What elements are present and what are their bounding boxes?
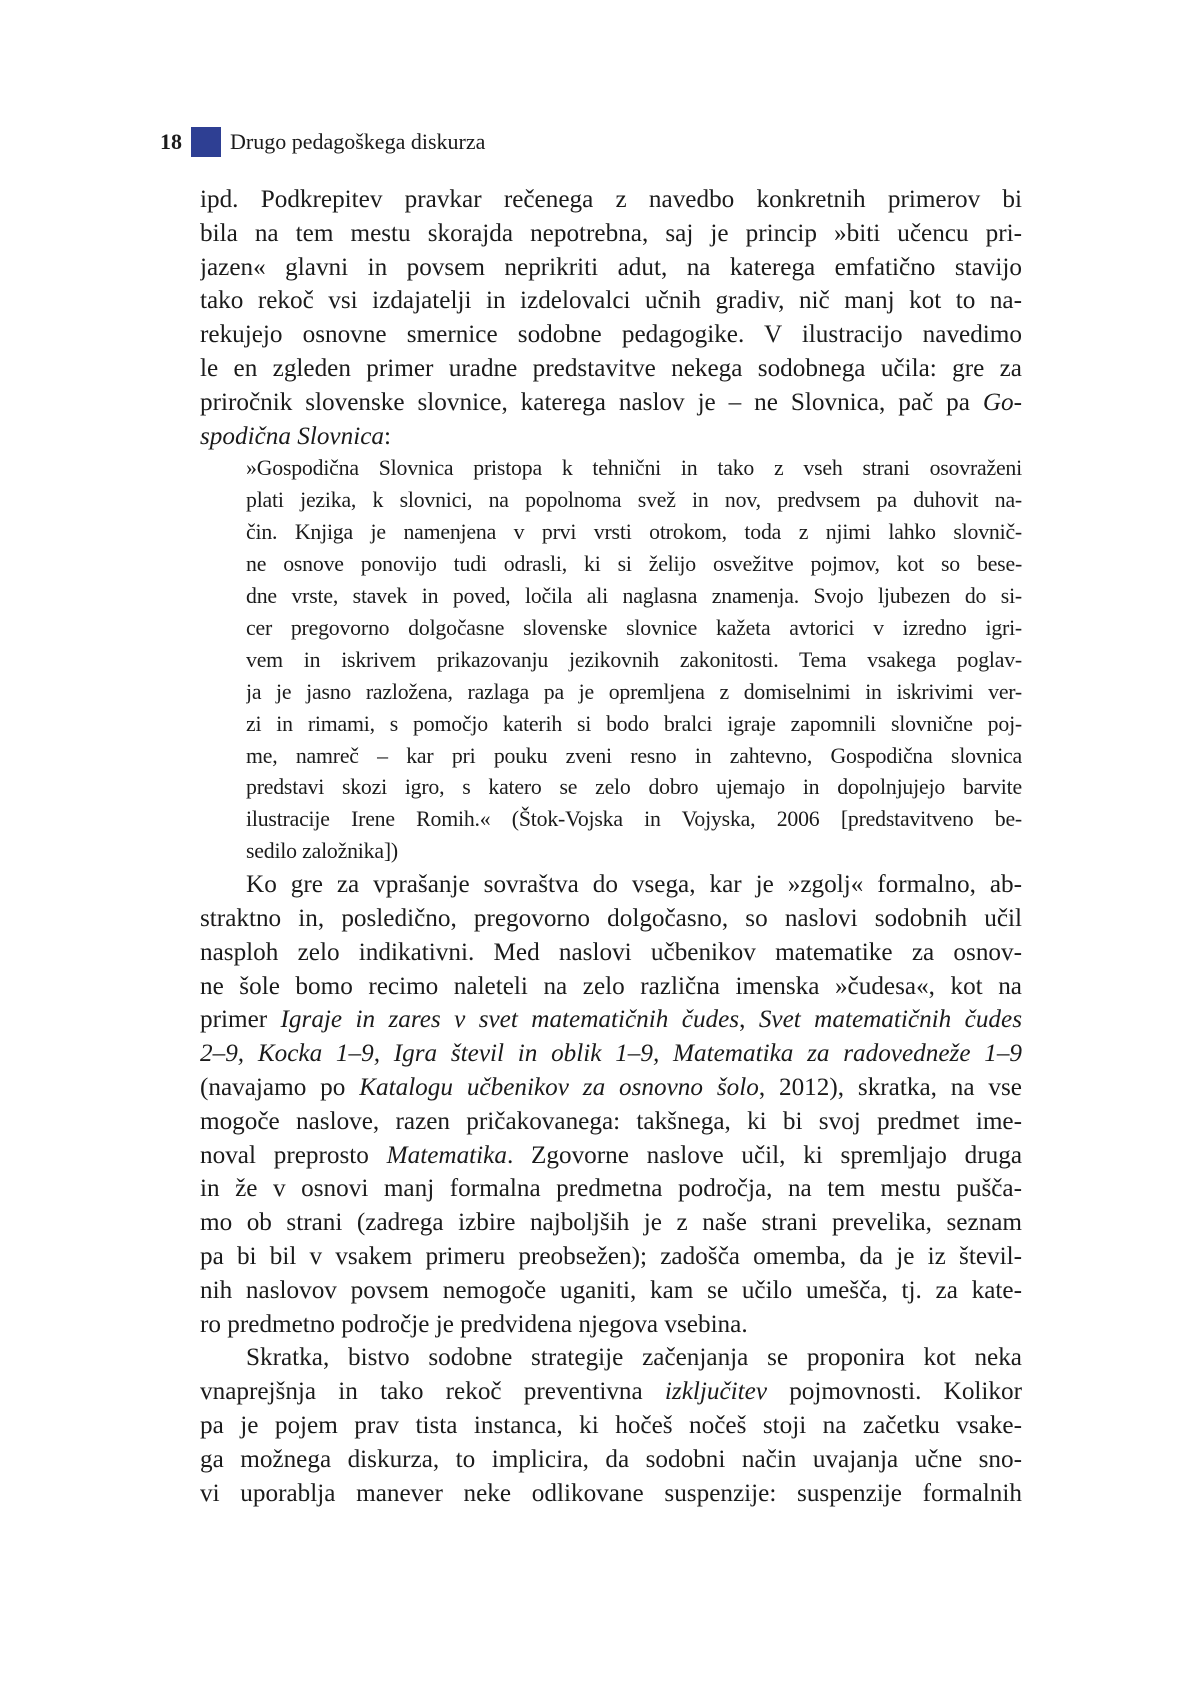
text-line: straktno in, posledično, pregovorno dolgočasno, so naslovi sodobnih učil <box>200 904 1022 932</box>
text-line: mo ob strani (zadrega izbire najboljših je z naše strani prevelika, seznam <box>200 1209 1022 1237</box>
italic-title: spodična Slovnica <box>200 422 384 450</box>
text-run: priročnik slovenske slovnice, katerega naslov je – ne Slovnica, pač pa <box>200 388 983 416</box>
text-line: ro predmetno področje je predvidena njegova vsebina. <box>200 1310 748 1338</box>
quote-line: plati jezika, k slovnici, na popolnoma svež in nov, predvsem pa duhovit na- <box>246 488 1022 513</box>
quote-line: cer pregovorno dolgočasne slovenske slovnice kažeta avtorici v izredno igri- <box>246 615 1022 640</box>
text-run: , <box>237 1040 258 1068</box>
quote-line: »Gospodična Slovnica pristopa k tehnični in tako z vseh strani osovraženi <box>246 456 1022 481</box>
text-line: rekujejo osnovne smernice sodobne pedagogike. V ilustracijo navedimo <box>200 321 1022 349</box>
paragraph-1 <box>200 183 1022 453</box>
quote-line: me, namreč – kar pri pouku zveni resno in zahtevno, Gospodična slovnica <box>246 743 1022 768</box>
italic-title: Go- <box>982 388 1022 416</box>
paragraph-2 <box>200 868 1022 1341</box>
quote-line: ja je jasno razložena, razlaga pa je opremljena z domiselnimi in iskrivimi ver- <box>246 679 1022 704</box>
text-line: vi uporablja manever neke odlikovane suspenzije: suspenzije formalnih <box>200 1479 1022 1507</box>
text-line: le en zgleden primer uradne predstavitve nekega sodobnega učila: gre za <box>200 354 1022 382</box>
quote-line: predstavi skozi igro, s katero se zelo dobro ujemajo in dopolnjujejo barvite <box>246 775 1022 800</box>
text-line: nasploh zelo indikativni. Med naslovi učbenikov matematike za osnov- <box>200 938 1022 966</box>
italic-title: Matematika za radovedneže 1–9 <box>673 1040 1022 1068</box>
text-line <box>200 1037 1022 1071</box>
quote-line: dne vrste, stavek in poved, ločila ali naglasna znamenja. Svojo ljubezen do si- <box>246 584 1022 608</box>
body-text <box>200 183 1022 1510</box>
page-number: 18 <box>160 129 182 154</box>
text-run: (navajamo po <box>200 1073 360 1101</box>
text-line: ga možnega diskurza, to implicira, da sodobni način uvajanja učne sno- <box>200 1445 1022 1473</box>
italic-title: Svet matematičnih čudes <box>758 1006 1022 1034</box>
text-line: pa bi bil v vsakem primeru preobsežen); zadošča omemba, da je iz števil- <box>200 1242 1022 1270</box>
text-line <box>200 1375 1022 1409</box>
quote-line: zi in rimami, s pomočjo katerih si bodo bralci igraje zapomnili slovnične poj- <box>246 711 1022 736</box>
text-run: , <box>652 1040 674 1068</box>
text-line: ipd. Podkrepitev pravkar rečenega z navedbo konkretnih primerov bi <box>200 186 1022 213</box>
italic-title: Matematika <box>386 1141 507 1169</box>
italic-term: izključitev <box>664 1378 767 1406</box>
text-run: vnaprejšnja in tako rekoč preventivna <box>200 1378 665 1406</box>
italic-title: Igra števil in oblik 1–9 <box>393 1040 653 1068</box>
paragraph-3 <box>200 1341 1022 1510</box>
text-run: . Zgovorne naslove učil, ki spremljajo druga <box>506 1141 1022 1169</box>
text-line: ne šole bomo recimo naleteli na zelo različna imenska »čudesa«, kot na <box>200 972 1022 1000</box>
text-run: noval preprosto <box>200 1141 387 1169</box>
text-line: Skratka, bistvo sodobne strategije začenjanja se proponira kot neka <box>246 1344 1022 1372</box>
italic-title: 2–9 <box>200 1040 238 1068</box>
text-line: Ko gre za vprašanje sovraštva do vsega, kar je »zgolj« formalno, ab- <box>246 871 1022 899</box>
text-line: tako rekoč vsi izdajatelji in izdelovalci učnih gradiv, nič manj kot to na- <box>200 287 1022 315</box>
italic-title: Igraje in zares v svet matematičnih čudes <box>280 1006 740 1034</box>
text-line: mogoče naslove, razen pričakovanega: takšnega, ki bi svoj predmet ime- <box>200 1107 1022 1135</box>
italic-title: Katalogu učbenikov za osnovno šolo <box>359 1073 759 1101</box>
quote-line: vem in iskrivem prikazovanju jezikovnih zakonitosti. Tema vsakega poglav- <box>246 647 1022 672</box>
text-run: pojmovnosti. Kolikor <box>767 1378 1022 1406</box>
text-line: bila na tem mestu skorajda nepotrebna, saj je princip »biti učencu pri- <box>200 219 1022 247</box>
text-run: primer <box>200 1006 281 1034</box>
text-line: pa je pojem prav tista instanca, ki hočeš nočeš stoji na začetku vsake- <box>200 1411 1022 1439</box>
text-line: nih naslovov povsem nemogoče uganiti, kam se učilo umešča, tj. za kate- <box>200 1276 1022 1304</box>
quote-line: sedilo založnika]) <box>246 839 398 864</box>
text-line <box>200 1139 1022 1173</box>
text-line <box>200 386 1022 420</box>
quote-line: ilustracije Irene Romih.« (Štok-Vojska in Vojyska, 2006 [predstavitveno be- <box>246 807 1022 832</box>
block-quote <box>246 453 1022 868</box>
text-line: jazen« glavni in povsem neprikriti adut, na katerega emfatično stavijo <box>200 253 1022 281</box>
quote-line: čin. Knjiga je namenjena v prvi vrsti otrokom, toda z njimi lahko slovnič- <box>246 520 1022 545</box>
text-run: , <box>373 1040 394 1068</box>
text-run: : <box>383 422 391 450</box>
text-line <box>200 1003 1022 1037</box>
text-run: , <box>739 1006 759 1034</box>
quote-line: ne osnove ponovijo tudi odrasli, ki si želijo osvežitve pojmov, kot so bese- <box>246 552 1022 577</box>
text-line: in že v osnovi manj formalna predmetna področja, na tem mestu pušča- <box>200 1175 1022 1203</box>
text-run: , 2012), skratka, na vse <box>758 1073 1022 1101</box>
running-head <box>160 126 485 158</box>
square-marker <box>191 127 221 157</box>
text-line <box>200 420 1022 454</box>
chapter-title: Drugo pedagoškega diskurza <box>230 129 486 154</box>
italic-title: Kocka 1–9 <box>257 1040 374 1068</box>
text-line <box>200 1071 1022 1105</box>
